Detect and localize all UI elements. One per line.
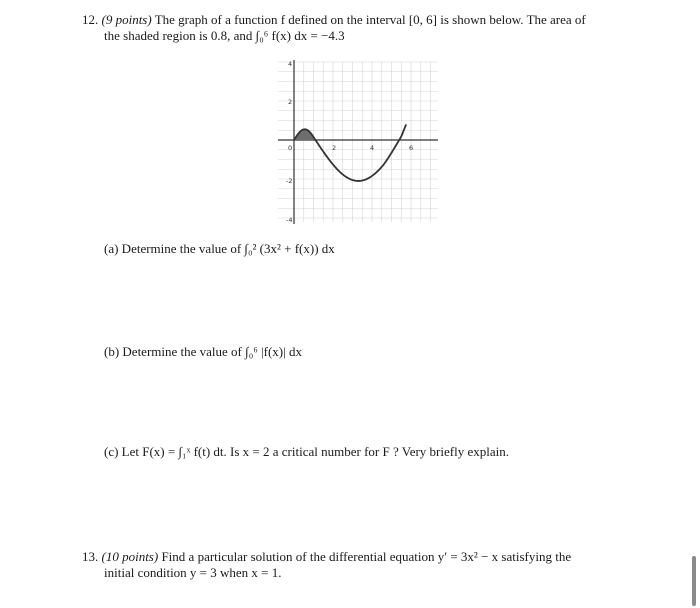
tick-y-neg2: -2 (286, 177, 293, 185)
problem-13-line-1 (82, 549, 571, 565)
problem-12-points: (9 points) (101, 12, 152, 27)
problem-12-line-2: the shaded region is 0.8, and ∫₀⁶ f(x) dx = −4.3 (104, 28, 345, 43)
function-graph (278, 58, 446, 228)
problem-12-number: 12. (82, 12, 99, 27)
tick-y-2: 2 (288, 98, 293, 106)
problem-12-statement-line-1: The graph of a function f defined on the interval [0, 6] is shown below. The area of (154, 12, 586, 27)
tick-labels (286, 60, 413, 224)
part-a: (a) Determine the value of ∫₀² (3x² + f(x)) dx (104, 241, 335, 256)
tick-y-4: 4 (288, 60, 293, 68)
part-c: (c) Let F(x) = ∫₁ˣ f(t) dt. Is x = 2 a critical number for F ? Very briefly explain. (104, 444, 509, 459)
graph-grid (278, 62, 438, 222)
tick-x-4: 4 (370, 144, 375, 152)
tick-y-neg4: -4 (286, 216, 293, 224)
problem-13-points: (10 points) (101, 549, 159, 564)
problem-13-statement-line-1: Find a particular solution of the differential equation y′ = 3x² − x satisfying the (161, 549, 572, 564)
tick-x-0: 0 (288, 144, 293, 152)
part-b: (b) Determine the value of ∫₀⁶ |f(x)| dx (104, 344, 302, 359)
problem-13-line-2: initial condition y = 3 when x = 1. (104, 565, 282, 580)
graph-axes (278, 60, 438, 224)
tick-x-2: 2 (332, 144, 337, 152)
problem-13-number: 13. (82, 549, 99, 564)
tick-x-6: 6 (409, 144, 414, 152)
scrollbar-thumb[interactable] (692, 556, 696, 606)
function-curve (294, 124, 406, 181)
problem-12-line-1 (82, 12, 586, 28)
